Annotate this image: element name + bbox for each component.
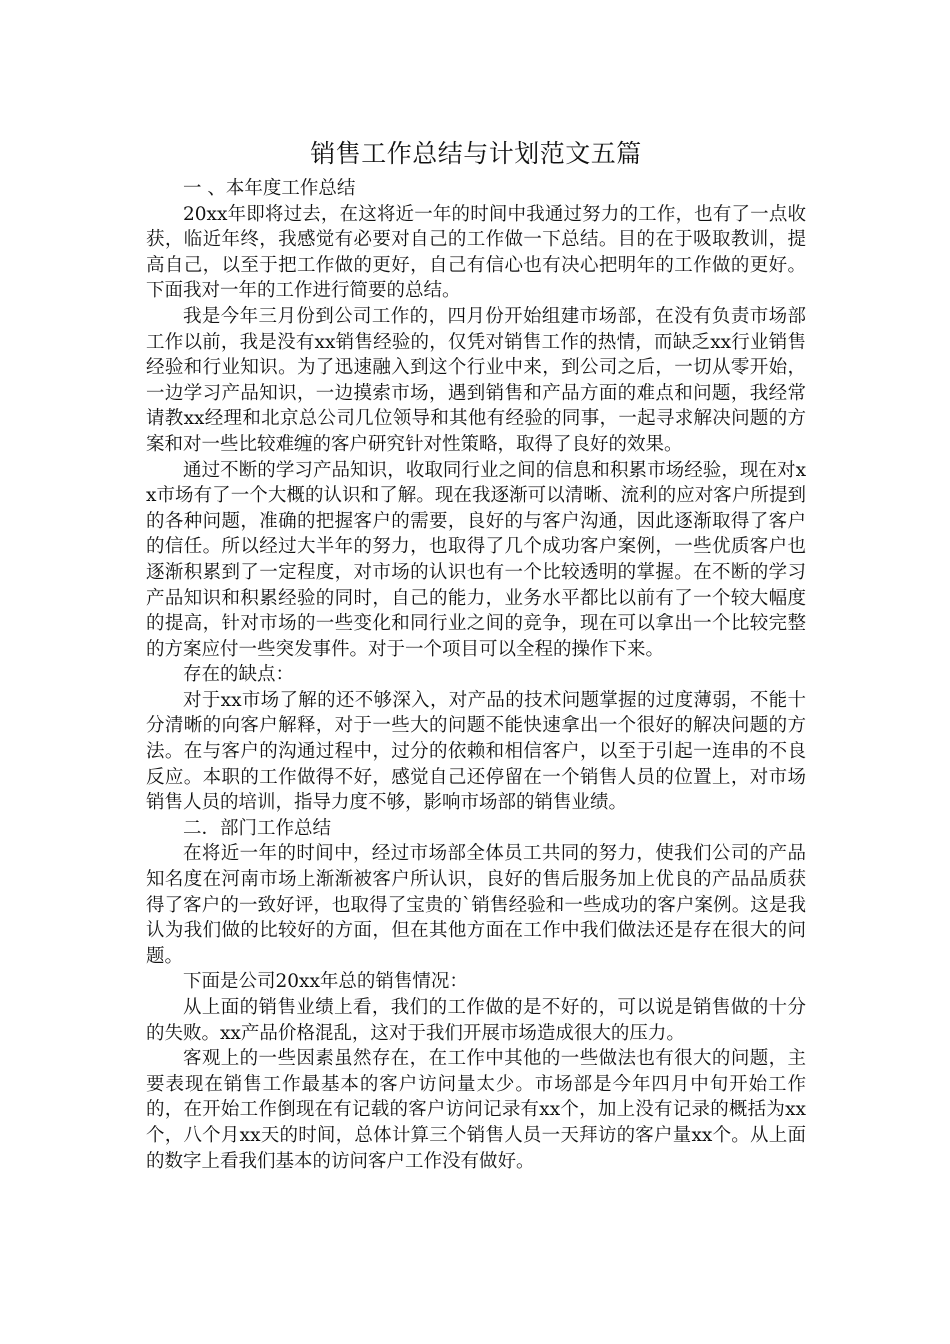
document-title: 销售工作总结与计划范文五篇 — [310, 139, 642, 168]
paragraph: 客观上的一些因素虽然存在，在工作中其他的一些做法也有很大的问题，主要表现在销售工作最基本的客户访问量太少。市场部是今年四月中旬开始工作的，在开始工作倒现在有记载的客户访问记录有xx个，加上没有记录的概括为xx个，八个月xx天的时间，总体计算三个销售人员一天拜访的客户量xx个。从上面的数字上看我们基本的访问客户工作没有做好。 — [146, 1048, 806, 1172]
paragraph: 在将近一年的时间中，经过市场部全体员工共同的努力，使我们公司的产品知名度在河南市场上渐渐被客户所认识，良好的售后服务加上优良的产品品质获得了客户的一致好评，也取得了宝贵的`销售经验和一些成功的客户案例。这是我认为我们做的比较好的方面，但在其他方面在工作中我们做法还是存在很大的问题。 — [146, 843, 806, 967]
paragraph: 对于xx市场了解的还不够深入，对产品的技术问题掌握的过度薄弱，不能十分清晰的向客户解释，对于一些大的问题不能快速拿出一个很好的解决问题的方法。在与客户的沟通过程中，过分的依赖和相信客户，以至于引起一连串的不良反应。本职的工作做得不好，感觉自己还停留在一个销售人员的位置上，对市场销售人员的培训，指导力度不够，影响市场部的销售业绩。 — [146, 689, 806, 814]
paragraph: 我是今年三月份到公司工作的，四月份开始组建市场部，在没有负责市场部工作以前，我是没有xx销售经验的，仅凭对销售工作的热情，而缺乏xx行业销售经验和行业知识。为了迅速融入到这个行业中来，到公司之后，一切从零开始，一边学习产品知识，一边摸索市场，遇到销售和产品方面的难点和问题，我经常请教xx经理和北京总公司几位领导和其他有经验的同事，一起寻求解决问题的方案和对一些比较难缠的客户研究针对性策略，取得了良好的效果。 — [146, 305, 806, 455]
subheading-sales-overview: 下面是公司20xx年总的销售情况： — [183, 971, 468, 993]
subheading-shortcomings: 存在的缺点： — [183, 664, 295, 686]
paragraph: 20xx年即将过去，在这将近一年的时间中我通过努力的工作，也有了一点收获，临近年终，我感觉有必要对自己的工作做一下总结。目的在于吸取教训，提高自己，以至于把工作做的更好，自己有信心也有决心把明年的工作做的更好。下面我对一年的工作进行简要的总结。 — [146, 203, 806, 302]
paragraph: 通过不断的学习产品知识，收取同行业之间的信息和积累市场经验，现在对xx市场有了一个大概的认识和了解。现在我逐渐可以清晰、流利的应对客户所提到的各种问题，准确的把握客户的需要，良好的与客户沟通，因此逐渐取得了客户的信任。所以经过大半年的努力，也取得了几个成功客户案例，一些优质客户也逐渐积累到了一定程度，对市场的认识也有一个比较透明的掌握。在不断的学习产品知识和积累经验的同时，自己的能力，业务水平都比以前有了一个较大幅度的提高，针对市场的一些变化和同行业之间的竞争，现在可以拿出一个比较完整的方案应付一些突发事件。对于一个项目可以全程的操作下来。 — [146, 459, 806, 660]
paragraph: 从上面的销售业绩上看，我们的工作做的是不好的，可以说是销售做的十分的失败。xx产品价格混乱，这对于我们开展市场造成很大的压力。 — [146, 997, 806, 1044]
document-body — [146, 134, 806, 1174]
section-heading-annual-summary: 一 、本年度工作总结 — [183, 178, 356, 199]
section-heading-department-summary: 二．部门工作总结 — [183, 817, 332, 839]
